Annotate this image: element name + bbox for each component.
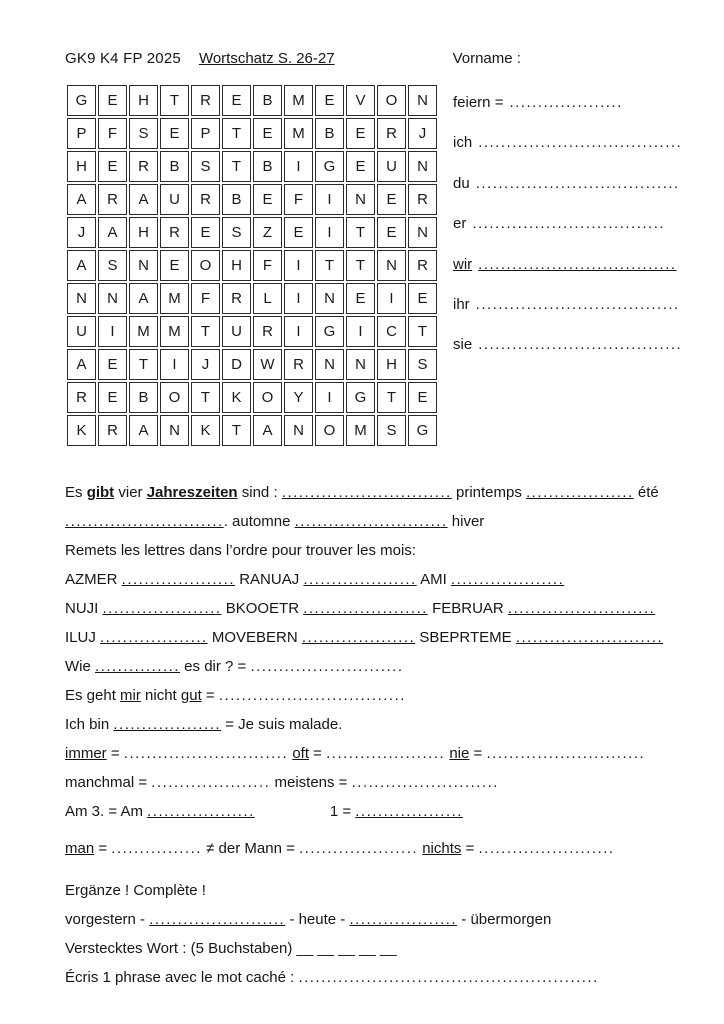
vocab-label: ihr (453, 296, 470, 314)
blank-dotted-line: .................................... (475, 296, 680, 314)
grid-cell: T (160, 85, 189, 116)
grid-cell: N (408, 85, 437, 116)
grid-cell: V (346, 85, 375, 116)
grid-cell: S (191, 151, 220, 182)
blank-dotted-line: ..................... (299, 840, 419, 857)
grid-cell: P (67, 118, 96, 149)
grid-cell: F (284, 184, 313, 215)
grid-cell: T (408, 316, 437, 347)
blank-dotted-line: ........................... (294, 513, 448, 530)
seasons-sentence-1 (65, 478, 680, 507)
grid-cell: N (129, 250, 158, 281)
text-run: MOVEBERN (207, 629, 302, 646)
grid-cell: E (253, 184, 282, 215)
man-mann-line (65, 834, 680, 863)
grid-cell: N (67, 283, 96, 314)
grid-cell: E (98, 382, 127, 413)
vocab-row (453, 204, 682, 244)
grid-cell: C (377, 316, 406, 347)
text-run: RANUAJ (235, 571, 304, 588)
grid-cell: J (191, 349, 220, 380)
grid-cell: H (67, 151, 96, 182)
text-run: Ich bin (65, 716, 114, 733)
grid-cell: N (346, 184, 375, 215)
grid-cell: T (346, 250, 375, 281)
grid-cell: K (67, 415, 96, 446)
grid-cell: R (67, 382, 96, 413)
text-run: manchmal = (65, 774, 152, 791)
verb-vocab-list (439, 83, 682, 366)
blank-dotted-line: ........................... (250, 658, 404, 675)
vocab-row (453, 83, 682, 123)
exercise-section (65, 478, 680, 992)
months-line-1 (65, 565, 680, 594)
vocab-label: er (453, 215, 467, 233)
grid-cell: A (253, 415, 282, 446)
grid-cell: N (284, 415, 313, 446)
text-run: Verstecktes Wort : (5 Buchstaben) __ __ __ __ __ (65, 940, 397, 957)
seasons-sentence-2 (65, 507, 680, 536)
grid-row (67, 415, 437, 446)
text-run: Remets les lettres dans l’ordre pour trouver les mois: (65, 542, 416, 559)
ich-bin-line (65, 710, 680, 739)
grid-cell: N (408, 151, 437, 182)
text-run: Es (65, 484, 87, 501)
grid-row (67, 382, 437, 413)
grid-cell: E (191, 217, 220, 248)
grid-cell: K (222, 382, 251, 413)
vocab-label: sie (453, 336, 473, 354)
vocab-label: ich (453, 134, 473, 152)
grid-cell: P (191, 118, 220, 149)
grid-cell: N (315, 283, 344, 314)
text-run: = (201, 687, 219, 704)
blank-dotted-line: ................ (111, 840, 202, 857)
manchmal-line (65, 768, 680, 797)
grid-cell: I (98, 316, 127, 347)
text-run: gibt (86, 484, 115, 501)
text-run: AMI (416, 571, 451, 588)
grid-cell: O (253, 382, 282, 413)
grid-cell: U (377, 151, 406, 182)
grid-cell: E (222, 85, 251, 116)
blank-dotted-line: .................... (450, 571, 565, 588)
grid-cell: A (67, 250, 96, 281)
grid-cell: D (222, 349, 251, 380)
text-run: - übermorgen (457, 911, 552, 928)
blank-dotted-line: .......................... (515, 629, 664, 646)
grid-cell: L (253, 283, 282, 314)
blank-dotted-line: ..................... (102, 600, 222, 617)
name-label: Vorname : (452, 50, 521, 67)
grid-cell: I (346, 316, 375, 347)
grid-cell: I (284, 316, 313, 347)
grid-cell: U (222, 316, 251, 347)
grid-cell: G (315, 151, 344, 182)
blank-dotted-line: .................... (301, 629, 416, 646)
grid-cell: B (222, 184, 251, 215)
text-run: = (469, 745, 487, 762)
text-run: immer (65, 745, 107, 762)
text-run: . automne (223, 513, 295, 530)
vocab-label: feiern = (453, 94, 504, 111)
ergaenze-heading (65, 876, 680, 905)
blank-dotted-line: .................... (121, 571, 236, 588)
hidden-word-line (65, 934, 680, 963)
grid-cell: E (98, 349, 127, 380)
grid-cell: A (129, 184, 158, 215)
grid-cell: F (253, 250, 282, 281)
blank-dotted-line: .................................... (478, 336, 683, 354)
grid-cell: A (129, 283, 158, 314)
grid-cell: S (222, 217, 251, 248)
grid-cell: T (377, 382, 406, 413)
grid-cell: E (408, 283, 437, 314)
grid-cell: E (315, 85, 344, 116)
text-run: Es geht (65, 687, 121, 704)
grid-cell: H (222, 250, 251, 281)
text-run (255, 803, 330, 820)
grid-cell: E (346, 151, 375, 182)
grid-cell: R (129, 151, 158, 182)
text-run: nicht (140, 687, 181, 704)
worksheet-header (65, 50, 680, 67)
blank-dotted-line: .................................... (478, 134, 683, 152)
vocab-label: du (453, 174, 470, 192)
text-run: nie (449, 745, 470, 762)
text-run: ILUJ (65, 629, 101, 646)
grid-cell: O (315, 415, 344, 446)
grid-cell: R (408, 184, 437, 215)
grid-cell: M (160, 283, 189, 314)
text-run: gut (180, 687, 202, 704)
text-run: - heute - (285, 911, 350, 928)
grid-cell: E (284, 217, 313, 248)
grid-cell: N (98, 283, 127, 314)
grid-cell: S (377, 415, 406, 446)
text-run: vier (114, 484, 147, 501)
blank-dotted-line: ............... (95, 658, 181, 675)
text-run: Ergänze ! Complète ! (65, 882, 206, 899)
grid-cell: G (315, 316, 344, 347)
wie-geht-es-line (65, 652, 680, 681)
grid-cell: E (160, 250, 189, 281)
grid-cell: S (408, 349, 437, 380)
ecris-line (65, 963, 680, 992)
text-run: printemps (451, 484, 527, 501)
grid-cell: E (98, 151, 127, 182)
grid-cell: T (191, 316, 220, 347)
grid-row (67, 250, 437, 281)
grid-cell: B (315, 118, 344, 149)
text-run: 1 = (329, 803, 356, 820)
wordsearch-grid (65, 83, 439, 448)
grid-cell: I (315, 184, 344, 215)
blank-dotted-line: ..................................................... (298, 969, 599, 986)
blank-dotted-line: ................... (355, 803, 463, 820)
vocab-row (453, 123, 682, 163)
grid-cell: Z (253, 217, 282, 248)
text-run: = (106, 745, 124, 762)
grid-cell: R (377, 118, 406, 149)
grid-cell: R (160, 217, 189, 248)
text-run: sind : (237, 484, 282, 501)
grid-cell: J (67, 217, 96, 248)
grid-cell: I (160, 349, 189, 380)
grid-cell: N (408, 217, 437, 248)
text-run: Am 3. = Am (65, 803, 148, 820)
top-section (65, 83, 683, 448)
grid-cell: T (346, 217, 375, 248)
ordinal-line (65, 797, 680, 826)
grid-cell: E (408, 382, 437, 413)
grid-cell: M (129, 316, 158, 347)
grid-cell: O (160, 382, 189, 413)
grid-cell: R (253, 316, 282, 347)
grid-cell: M (160, 316, 189, 347)
blank-dotted-line: .................... (303, 571, 417, 588)
text-run: FEBRUAR (427, 600, 508, 617)
blank-dotted-line: ................................... (478, 255, 677, 273)
blank-dotted-line: ................... (100, 629, 208, 646)
grid-cell: E (160, 118, 189, 149)
text-run: SBEPRTEME (415, 629, 516, 646)
blank-dotted-line: .................................. (472, 215, 666, 233)
text-run: AZMER (65, 571, 122, 588)
grid-row (67, 316, 437, 347)
grid-cell: G (67, 85, 96, 116)
grid-cell: O (191, 250, 220, 281)
blank-dotted-line: ............................ (486, 745, 646, 762)
vocab-row (453, 325, 682, 365)
grid-cell: E (377, 184, 406, 215)
grid-cell: B (253, 85, 282, 116)
text-run: = (94, 840, 112, 857)
page-title: Wortschatz S. 26-27 (198, 50, 335, 67)
grid-cell: E (377, 217, 406, 248)
text-run: es dir ? = (180, 658, 251, 675)
grid-cell: N (377, 250, 406, 281)
blank-dotted-line: ...................... (303, 600, 428, 617)
grid-cell: E (98, 85, 127, 116)
grid-cell: E (253, 118, 282, 149)
vocab-row (453, 285, 682, 325)
grid-cell: G (346, 382, 375, 413)
grid-cell: A (67, 349, 96, 380)
grid-cell: N (315, 349, 344, 380)
grid-cell: H (129, 85, 158, 116)
text-run: = (461, 840, 479, 857)
blank-dotted-line: ................................. (218, 687, 406, 704)
blank-dotted-line: ............................. (123, 745, 289, 762)
blank-dotted-line: ..................... (326, 745, 446, 762)
grid-cell: I (284, 283, 313, 314)
grid-cell: A (129, 415, 158, 446)
grid-cell: T (222, 415, 251, 446)
vocab-row (453, 245, 682, 285)
grid-cell: R (98, 415, 127, 446)
blank-dotted-line: ................... (113, 716, 222, 733)
grid-cell: S (98, 250, 127, 281)
grid-cell: T (191, 382, 220, 413)
grid-cell: R (408, 250, 437, 281)
grid-cell: E (346, 283, 375, 314)
text-run: nichts (422, 840, 462, 857)
vocab-label: wir (453, 255, 473, 273)
instruction-unscramble (65, 536, 680, 565)
vocab-row (453, 164, 682, 204)
grid-cell: R (191, 184, 220, 215)
blank-dotted-line: ............................ (65, 513, 224, 530)
grid-cell: I (315, 217, 344, 248)
text-run: oft (292, 745, 309, 762)
text-run: man (65, 840, 95, 857)
blank-dotted-line: ........................ (478, 840, 615, 857)
blank-dotted-line: .......................... (507, 600, 656, 617)
grid-cell: S (129, 118, 158, 149)
blank-dotted-line: .............................. (281, 484, 452, 501)
grid-cell: B (253, 151, 282, 182)
grid-row (67, 85, 437, 116)
grid-cell: R (191, 85, 220, 116)
grid-cell: E (346, 118, 375, 149)
text-run: hiver (447, 513, 485, 530)
grid-cell: I (284, 250, 313, 281)
grid-cell: I (315, 382, 344, 413)
grid-cell: O (377, 85, 406, 116)
grid-cell: M (346, 415, 375, 446)
grid-cell: H (129, 217, 158, 248)
text-run: mir (120, 687, 141, 704)
text-run: ≠ der Mann = (201, 840, 300, 857)
grid-cell: W (253, 349, 282, 380)
grid-cell: R (222, 283, 251, 314)
grid-cell: F (191, 283, 220, 314)
grid-row (67, 184, 437, 215)
text-run: meistens = (270, 774, 352, 791)
blank-dotted-line: .................................... (475, 174, 680, 192)
blank-dotted-line: ................... (526, 484, 634, 501)
grid-cell: N (160, 415, 189, 446)
grid-cell: A (67, 184, 96, 215)
grid-cell: K (191, 415, 220, 446)
grid-cell: T (315, 250, 344, 281)
grid-cell: U (67, 316, 96, 347)
blank-dotted-line: ..................... (151, 774, 271, 791)
text-run: = (309, 745, 327, 762)
grid-cell: I (284, 151, 313, 182)
grid-cell: M (284, 85, 313, 116)
blank-dotted-line: ........................ (149, 911, 286, 928)
months-line-2 (65, 594, 680, 623)
text-run: Écris 1 phrase avec le mot caché : (65, 969, 299, 986)
grid-row (67, 283, 437, 314)
blank-dotted-line: .................... (509, 94, 623, 111)
grid-cell: R (98, 184, 127, 215)
grid-row (67, 349, 437, 380)
frequency-line (65, 739, 680, 768)
grid-cell: T (129, 349, 158, 380)
blank-dotted-line: ................... (349, 911, 458, 928)
grid-cell: R (284, 349, 313, 380)
text-run: NUJI (65, 600, 103, 617)
grid-cell: T (222, 118, 251, 149)
grid-cell: J (408, 118, 437, 149)
grid-cell: G (408, 415, 437, 446)
text-run: = Je suis malade. (221, 716, 343, 733)
grid-cell: T (222, 151, 251, 182)
months-line-3 (65, 623, 680, 652)
grid-cell: N (346, 349, 375, 380)
grid-row (67, 217, 437, 248)
grid-cell: H (377, 349, 406, 380)
grid-row (67, 118, 437, 149)
text-run: été (633, 484, 659, 501)
blank-dotted-line: ................... (147, 803, 255, 820)
grid-cell: A (98, 217, 127, 248)
grid-cell: F (98, 118, 127, 149)
grid-cell: I (377, 283, 406, 314)
grid-cell: U (160, 184, 189, 215)
grid-cell: B (160, 151, 189, 182)
grid-row (67, 151, 437, 182)
text-run: BKOOETR (221, 600, 304, 617)
grid-cell: Y (284, 382, 313, 413)
text-run: Wie (65, 658, 95, 675)
text-run: vorgestern - (65, 911, 150, 928)
es-geht-mir-line (65, 681, 680, 710)
grid-cell: B (129, 382, 158, 413)
blank-dotted-line: .......................... (351, 774, 499, 791)
text-run: Jahreszeiten (146, 484, 238, 501)
grid-cell: M (284, 118, 313, 149)
vorgestern-line (65, 905, 680, 934)
course-code: GK9 K4 FP 2025 (65, 50, 181, 67)
